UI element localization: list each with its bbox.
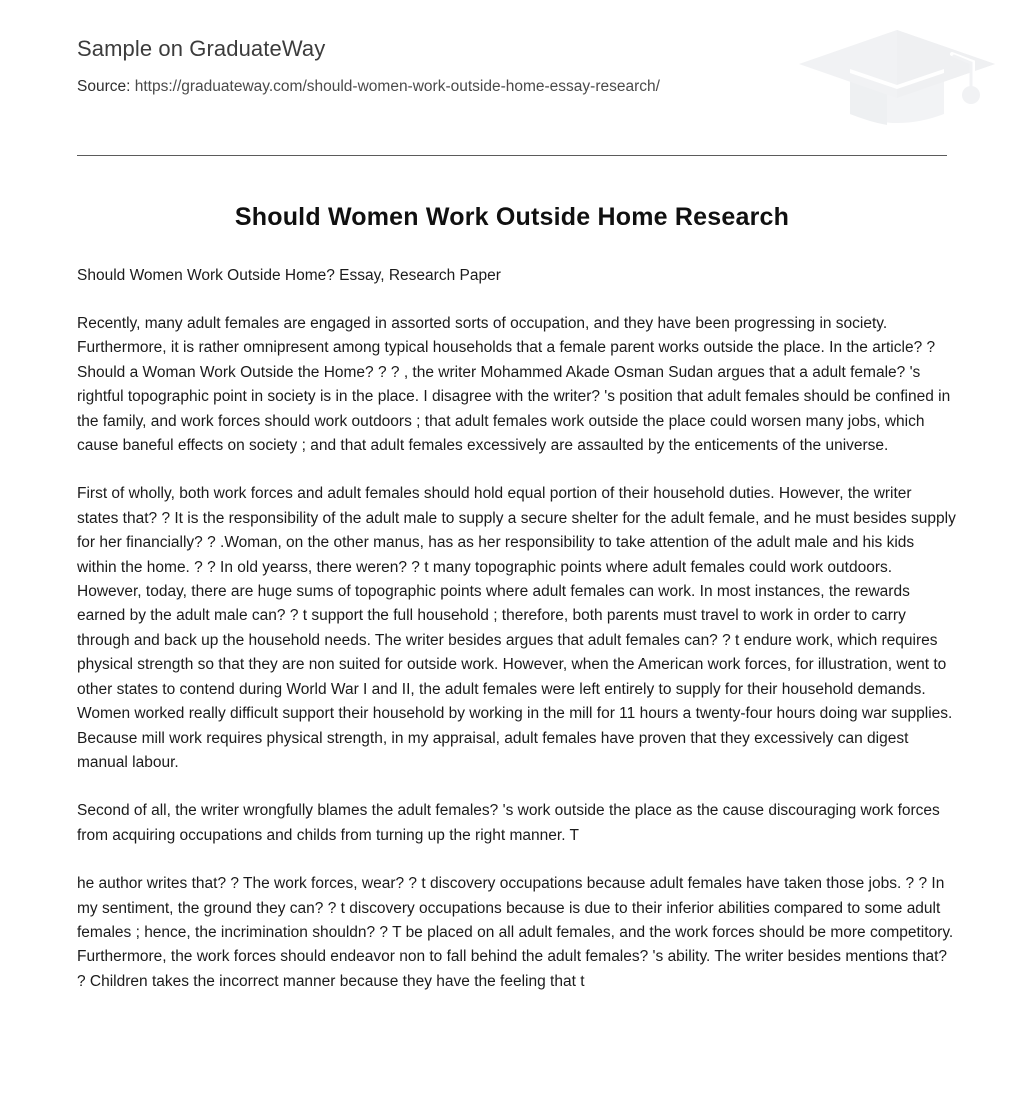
page-title: Should Women Work Outside Home Research (234, 203, 790, 231)
header-divider (77, 155, 947, 156)
body-paragraph: he author writes that? ? The work forces, wear? ? t discovery occupations because adult females have taken those jobs. ? ? In my sentiment, the ground they can? ? t discovery occupations because is due to their inferior abilities compared to some adult females ; hence, the incrimination shouldn? ? T be placed on all adult females, and the work forces should be more competitory. Furthermore, the work forces should endeavor non to fall behind the adult females? 's ability. The writer besides mentions that? ? Children takes the incorrect manner because they have the feeling that t (77, 875, 954, 990)
body-paragraph: Recently, many adult females are engaged in assorted sorts of occupation, and they have been progressing in society. Furthermore, it is rather omnipresent among typical households that a female parent works outside the place. In the article? ? Should a Woman Work Outside the Home? ? ? , the writer Mohammed Akade Osman Sudan argues that a adult female? 's rightful topographic point in society is in the place. I disagree with the writer? 's position that adult females should be confined in the family, and work forces should work outdoors ; that adult females work outside the place could worsen many jobs, which cause baneful effects on society ; and that adult females excessively are assaulted by the enticements of the universe. (77, 315, 951, 455)
brand-title: Sample on GraduateWay (77, 36, 326, 61)
source-url[interactable]: https://graduateway.com/should-women-work-outside-home-essay-research/ (134, 78, 660, 95)
body-paragraph: First of wholly, both work forces and adult females should hold equal portion of their household duties. However, the writer states that? ? It is the responsibility of the adult male to supply a secure shelter for the adult female, and he must besides supply for her financially? ? .Woman, on the other manus, has as her responsibility to take attention of the adult male and his kids within the home. ? ? In old yearss, there weren? ? t many topographic points where adult females could work outdoors. However, today, there are huge sums of topographic points where adult females can work. In most instances, the rewards earned by the adult male can? ? t support the full household ; therefore, both parents must travel to work in order to carry through and back up the household needs. The writer besides argues that adult females can? ? t endure work, which requires physical strength so that they are non suited for outside work. However, when the American work forces, for illustration, went to other states to contend during World War I and II, the adult females were left entirely to supply for their household demands. Women worked really difficult support their household by working in the mill for 11 hours a twenty-four hours doing war supplies. Because mill work requires physical strength, in my appraisal, adult females have proven that they excessively can digest manual labour. (77, 485, 956, 771)
page-header (77, 34, 947, 144)
source-label: Source: (77, 78, 135, 95)
source-line (77, 76, 947, 98)
body-paragraph: Second of all, the writer wrongfully blames the adult females? 's work outside the place as the cause discouraging work forces from acquiring occupations and childs from turning up the right manner. T (77, 802, 940, 844)
document-subtitle: Should Women Work Outside Home? Essay, Research Paper (77, 267, 501, 284)
document-body (77, 264, 957, 994)
